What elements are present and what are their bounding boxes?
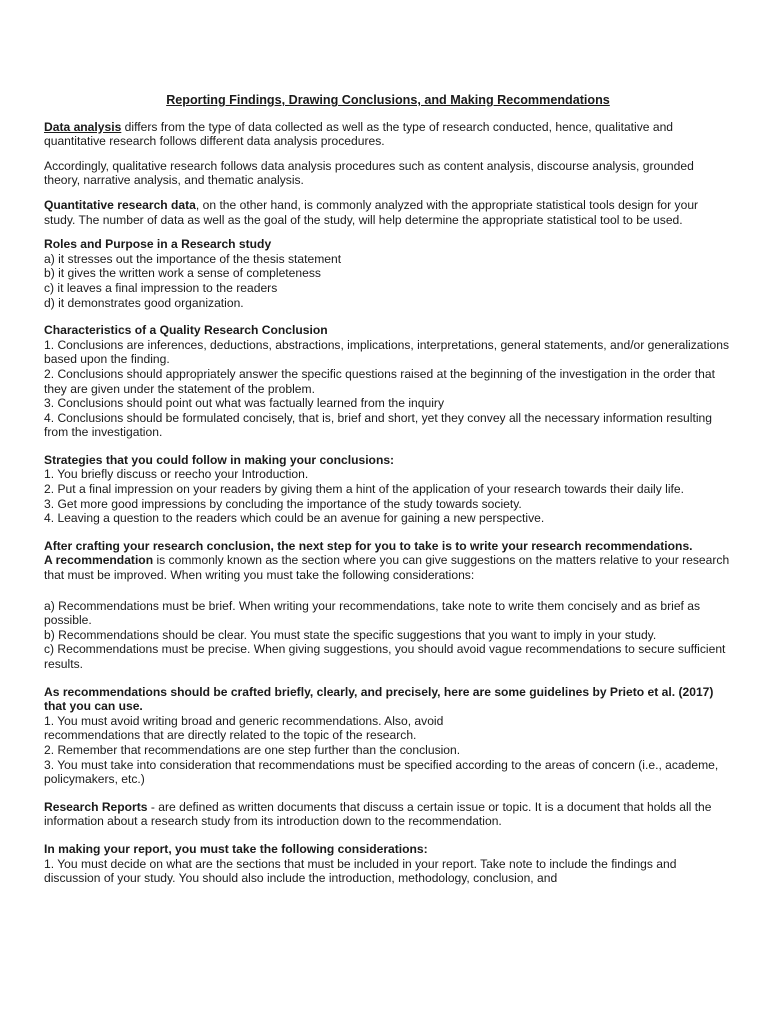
quantitative-text: , on the other hand, is commonly analyzed with the appropriate statistical tools design for your study. The number of data as well as the goal of the study, will help determine the appropriate statistical tool to be used. [44, 197, 699, 227]
characteristics-heading: Characteristics of a Quality Research Conclusion [44, 323, 328, 338]
list-item: c) Recommendations must be precise. When giving suggestions, you should avoid vague recommendations to secure sufficient results. [44, 642, 726, 671]
quantitative-paragraph [44, 198, 732, 227]
research-reports-paragraph [44, 800, 732, 829]
list-item: b) it gives the written work a sense of completeness [44, 266, 321, 281]
list-item: c) it leaves a final impression to the readers [44, 280, 278, 295]
list-item: a) Recommendations must be brief. When writing your recommendations, take note to write them concisely and as brief as possible. [44, 598, 701, 628]
list-item: 1. You must avoid writing broad and generic recommendations. Also, avoid [44, 713, 444, 728]
list-item: 4. Conclusions should be formulated concisely, that is, brief and short, yet they convey all the necessary information resulting from the investigation. [44, 410, 712, 440]
guidelines-heading: As recommendations should be crafted briefly, clearly, and precisely, here are some guidelines by Prieto et al. (2017) that you can use. [44, 684, 714, 714]
qualitative-paragraph: Accordingly, qualitative research follows data analysis procedures such as content analysis, discourse analysis, grounded theory, narrative analysis, and thematic analysis. [44, 158, 694, 188]
list-item: recommendations that are directly related to the topic of the research. [44, 728, 417, 743]
research-reports-term: Research Reports [44, 799, 148, 814]
recommendation-text: is commonly known as the section where you can give suggestions on the matters relative to your research that must be improved. When writing you must take the following considerations: [44, 553, 730, 583]
recommendation-definition [44, 553, 732, 582]
list-item: 3. Get more good impressions by concluding the importance of the study towards society. [44, 496, 522, 511]
list-item: a) it stresses out the importance of the thesis statement [44, 251, 342, 266]
roles-section [44, 237, 732, 310]
list-item: 1. You briefly discuss or reecho your Introduction. [44, 467, 309, 482]
characteristics-section [44, 323, 732, 440]
recommendation-heading: After crafting your research conclusion, the next step for you to take is to write your research recommendations. [44, 538, 693, 553]
quantitative-term: Quantitative research data [44, 197, 196, 212]
recommendation-list [44, 599, 732, 672]
list-item: 2. Remember that recommendations are one step further than the conclusion. [44, 742, 461, 757]
roles-heading: Roles and Purpose in a Research study [44, 237, 272, 252]
list-item: 2. Conclusions should appropriately answer the specific questions raised at the beginning of the investigation in the order that they are given under the statement of the problem. [44, 366, 715, 396]
list-item: 1. You must decide on what are the sections that must be included in your report. Take note to include the findings and discussion of your study. You should also include the introduction, methodology, conclusion, and [44, 856, 677, 886]
list-item: 3. Conclusions should point out what was factually learned from the inquiry [44, 396, 444, 411]
strategies-heading: Strategies that you could follow in making your conclusions: [44, 452, 395, 467]
list-item: d) it demonstrates good organization. [44, 295, 244, 310]
considerations-section [44, 842, 732, 886]
data-analysis-paragraph [44, 120, 732, 149]
data-analysis-term: Data analysis [44, 119, 122, 134]
data-analysis-text: differs from the type of data collected as well as the type of research conducted, hence, qualitative and quantitative research follows different data analysis procedures. [44, 119, 674, 149]
document-title: Reporting Findings, Drawing Conclusions, and Making Recommendations [166, 93, 610, 107]
recommendation-term: A recommendation [44, 553, 154, 568]
research-reports-text: - are defined as written documents that discuss a certain issue or topic. It is a document that holds all the information about a research study from its introduction down to the recommendation. [44, 799, 712, 829]
list-item: 3. You must take into consideration that recommendations must be specified according to the areas of concern (i.e., academe, policymakers, etc.) [44, 757, 719, 787]
list-item: b) Recommendations should be clear. You must state the specific suggestions that you want to imply in your study. [44, 627, 657, 642]
list-item: 1. Conclusions are inferences, deductions, abstractions, implications, interpretations, general statements, and/or generalizations based upon the finding. [44, 337, 730, 367]
considerations-heading: In making your report, you must take the following considerations: [44, 841, 428, 856]
strategies-section [44, 453, 732, 526]
guidelines-section [44, 685, 732, 787]
list-item: 2. Put a final impression on your readers by giving them a hint of the application of your research towards their daily life. [44, 482, 684, 497]
list-item: 4. Leaving a question to the readers which could be an avenue for gaining a new perspective. [44, 511, 545, 526]
recommendation-section [44, 539, 732, 672]
